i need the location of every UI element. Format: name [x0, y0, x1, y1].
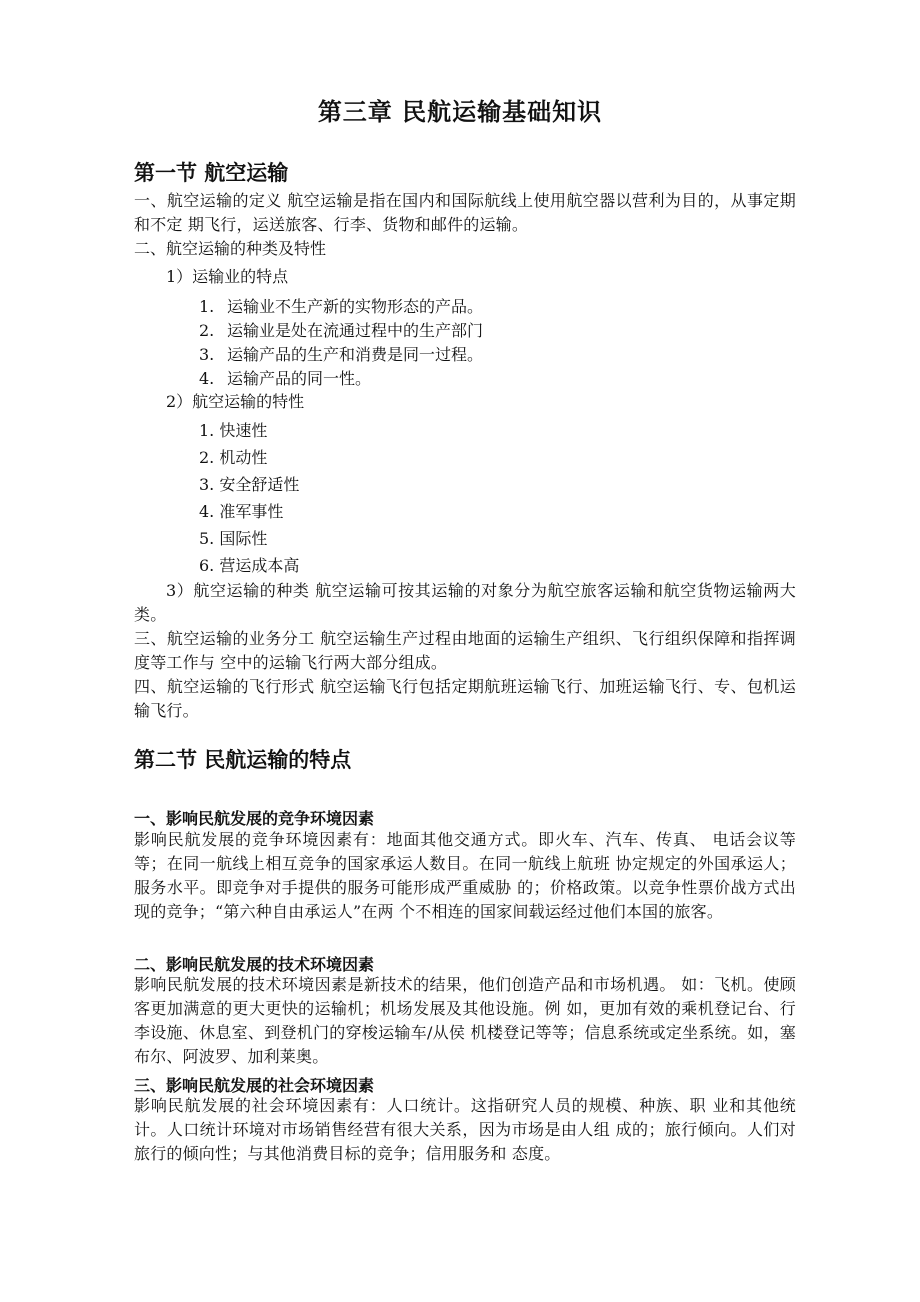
types-heading: 二、航空运输的种类及特性 — [134, 239, 327, 258]
technology-heading: 二、影响民航发展的技术环境因素 — [134, 955, 375, 974]
social-heading: 三、影响民航发展的社会环境因素 — [134, 1076, 375, 1095]
list-item: 1. 快速性 — [199, 421, 268, 440]
list-item: 2. 运输业是处在流通过程中的生产部门 — [199, 321, 484, 340]
list-item: 4. 运输产品的同一性。 — [199, 369, 372, 388]
flight-form-paragraph: 四、航空运输的飞行形式 航空运输飞行包括定期航班运输飞行、加班运输飞行、专、包机运输飞行。 — [134, 677, 796, 720]
list-item: 4. 准军事性 — [199, 502, 284, 521]
sub3-paragraph: 3）航空运输的种类 航空运输可按其运输的对象分为航空旅客运输和航空货物运输两大类。 — [134, 581, 796, 624]
list-item: 2. 机动性 — [199, 448, 268, 467]
list-item: 6. 营运成本高 — [199, 556, 300, 575]
list-item: 5. 国际性 — [199, 529, 268, 548]
section1-heading: 第一节 航空运输 — [134, 161, 289, 185]
chapter-title: 第三章 民航运输基础知识 — [317, 98, 603, 126]
sub2-label: 2）航空运输的特性 — [166, 392, 305, 411]
division-paragraph: 三、航空运输的业务分工 航空运输生产过程由地面的运输生产组织、飞行组织保障和指挥调度等工作与 空中的运输飞行两大部分组成。 — [134, 629, 796, 672]
section2-heading: 第二节 民航运输的特点 — [134, 748, 352, 772]
competition-heading: 一、影响民航发展的竞争环境因素 — [134, 809, 375, 828]
competition-paragraph: 影响民航发展的竞争环境因素有：地面其他交通方式。即火车、汽车、传真、 电话会议等等；在同一航线上相互竞争的国家承运人数目。在同一航线上航班 协定规定的外国承运人；服务水平。即竞争对手提供的服务可能形成严重威胁 的；价格政策。以竞争性票价战方式出现的竞争；“第六种自由承运人”在两 个不相连的国家间载运经过他们本国的旅客。 — [134, 830, 796, 921]
sub1-label: 1）运输业的特点 — [166, 267, 289, 286]
definition-paragraph: 一、航空运输的定义 航空运输是指在国内和国际航线上使用航空器以营利为目的，从事定期和不定 期飞行，运送旅客、行李、货物和邮件的运输。 — [134, 191, 796, 234]
list-item: 3. 安全舒适性 — [199, 475, 300, 494]
list-item: 1. 运输业不生产新的实物形态的产品。 — [199, 297, 484, 316]
list-item: 3. 运输产品的生产和消费是同一过程。 — [199, 345, 484, 364]
social-paragraph: 影响民航发展的社会环境因素有：人口统计。这指研究人员的规模、种族、职 业和其他统计。人口统计环境对市场销售经营有很大关系，因为市场是由人组 成的；旅行倾向。人们对旅行的倾向性；与其他消费目标的竞争；信用服务和 态度。 — [134, 1096, 796, 1163]
technology-paragraph: 影响民航发展的技术环境因素是新技术的结果，他们创造产品和市场机遇。 如：飞机。使顾客更加满意的更大更快的运输机；机场发展及其他设施。例 如，更加有效的乘机登记台、行李设施、休息室、到登机门的穿梭运输车/从侯 机楼登记等等；信息系统或定坐系统。如，塞布尔、阿波罗、加利莱奥。 — [134, 975, 796, 1066]
